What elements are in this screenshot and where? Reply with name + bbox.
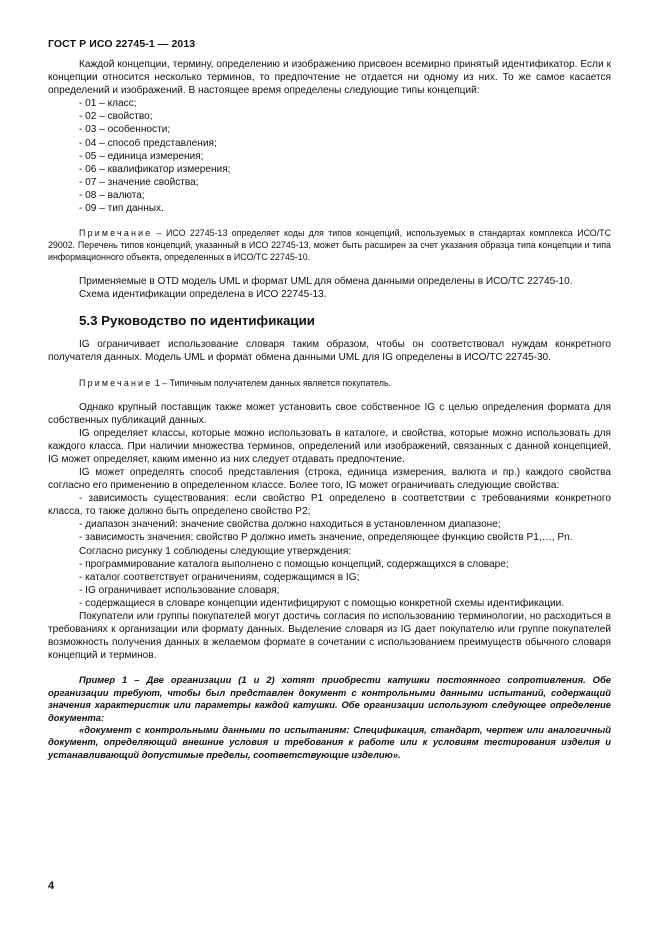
paragraph-intro: Каждой концепции, термину, определению и изображению присвоен всемирно принятый идентификатор. Если к концепции относится несколько терминов, то предпочтение не отдается ни одному из них. То же самое касается определений и изображений. В настоящее время определены следующие типы концепций: (48, 59, 611, 97)
note-1 (48, 227, 611, 263)
list-item: - 01 – класс; (79, 98, 137, 110)
list-item: - диапазон значений: значение свойства должно находиться в установленном диапазоне; (79, 519, 501, 531)
paragraph-ig-classes: IG определяет классы, которые можно использовать в каталоге, и свойства, которые можно использовать для каждого класса. При наличии множества терминов, определений или изображений, связанных с данной концепцией, IG может определяет, каким именно из них следует отдавать предпочтение. (48, 427, 611, 465)
note-label: Примечание (79, 377, 153, 388)
paragraph-otd-uml: Применяемые в OTD модель UML и формат UML для обмена данными определены в ИСО/ТС 22745-10. (79, 276, 573, 288)
example-definition: «документ с контрольными данными по испытаниям: Спецификация, стандарт, чертеж или аналогичный документ, определяющий внешние условия и требования к работе или к условиям тестирования изделия и устанавливающий допустимые пределы, соответствующие изделию». (48, 724, 611, 760)
note-text: – ИСО 22745-13 определяет коды для типов концепций, используемых в стандартах комплекса ИСО/ТС 29002. Перечень типов концепций, указанный в ИСО 22745-13, может быть расширен за счет указания образца типа концепции и типа информационного объекта, определенных в ИСО/ТС 22745-10. (48, 228, 611, 263)
list-item: - 09 – тип данных. (79, 203, 164, 215)
list-item: - 07 – значение свойства; (79, 176, 199, 188)
page-header: ГОСТ Р ИСО 22745-1 — 2013 (48, 38, 196, 50)
paragraph-ig-representation: IG может определять способ представления (строка, единица измерения, валюта и пр.) каждого свойства согласно его применению в определенном классе. Более того, IG может ограничивать следующие свойства: (48, 466, 611, 492)
note-2 (48, 377, 611, 389)
list-item: - зависимость существования: если свойство P1 определено в соответствии с требованиями конкретного класса, то также должно быть определено свойство P2; (48, 493, 611, 518)
list-item: - 02 – свойство; (79, 111, 153, 123)
concept-types-list (79, 97, 611, 215)
list-item: - 05 – единица измерения; (79, 150, 204, 162)
paragraph-ig-restricts: IG ограничивает использование словаря таким образом, чтобы он соответствовал нуждам конкретного получателя данных. Модель UML и формат обмена данными UML для IG определены в ИСО/ТС 22745-30. (48, 339, 611, 364)
list-item: - 08 – валюта; (79, 189, 145, 201)
note-label: Примечание (79, 228, 153, 239)
list-item: - 06 – квалификатор измерения; (79, 163, 231, 175)
paragraph-buyers: Покупатели или группы покупателей могут достичь согласия по использованию терминологии, но расходиться в требованиях к организации или формату данных. Выделение словаря из IG дает покупателю или группе покупателей возможность получения данных в желаемом формате в сочетании с использованием преимуществ обычного словаря концепций и терминов. (48, 611, 611, 662)
list-item: - 04 – способ представления; (79, 137, 217, 149)
section-title: 5.3 Руководство по идентификации (79, 313, 315, 329)
paragraph-supplier: Однако крупный поставщик также может установить свое собственное IG с целью определения формата для собственных публикаций данных. (48, 401, 611, 426)
list-item: - зависимость значения: свойство P должно иметь значение, определяющее функцию свойств P1,…, Pn. (79, 532, 573, 544)
list-item: - IG ограничивает использование словаря; (79, 584, 280, 596)
list-item: - 03 – особенности; (79, 124, 171, 136)
page-content (48, 58, 611, 761)
list-item: - содержащиеся в словаре концепции идентифицируют с помощью конкретной схемы идентификации. (79, 597, 565, 609)
paragraph-identification-scheme: Схема идентификации определена в ИСО 22745-13. (79, 289, 327, 301)
list-item: - программирование каталога выполнено с помощью концепций, содержащихся в словаре; (79, 558, 509, 570)
paragraph-figure-statements: Согласно рисунку 1 соблюдены следующие утверждения: (79, 545, 352, 557)
note-text: 1 – Типичным получателем данных является покупатель. (152, 377, 392, 388)
list-item: - каталог соответствует ограничениям, содержащимся в IG; (79, 571, 360, 583)
page-number: 4 (48, 880, 55, 892)
example-1: Пример 1 – Две организации (1 и 2) хотят приобрести катушки постоянного сопротивления. Обе организации требуют, чтобы был представлен документ с контрольными данными испытаний, содержащий значения характеристик или параметры каждой катушки. Обе организации используют следующее определение документа: (48, 674, 611, 723)
